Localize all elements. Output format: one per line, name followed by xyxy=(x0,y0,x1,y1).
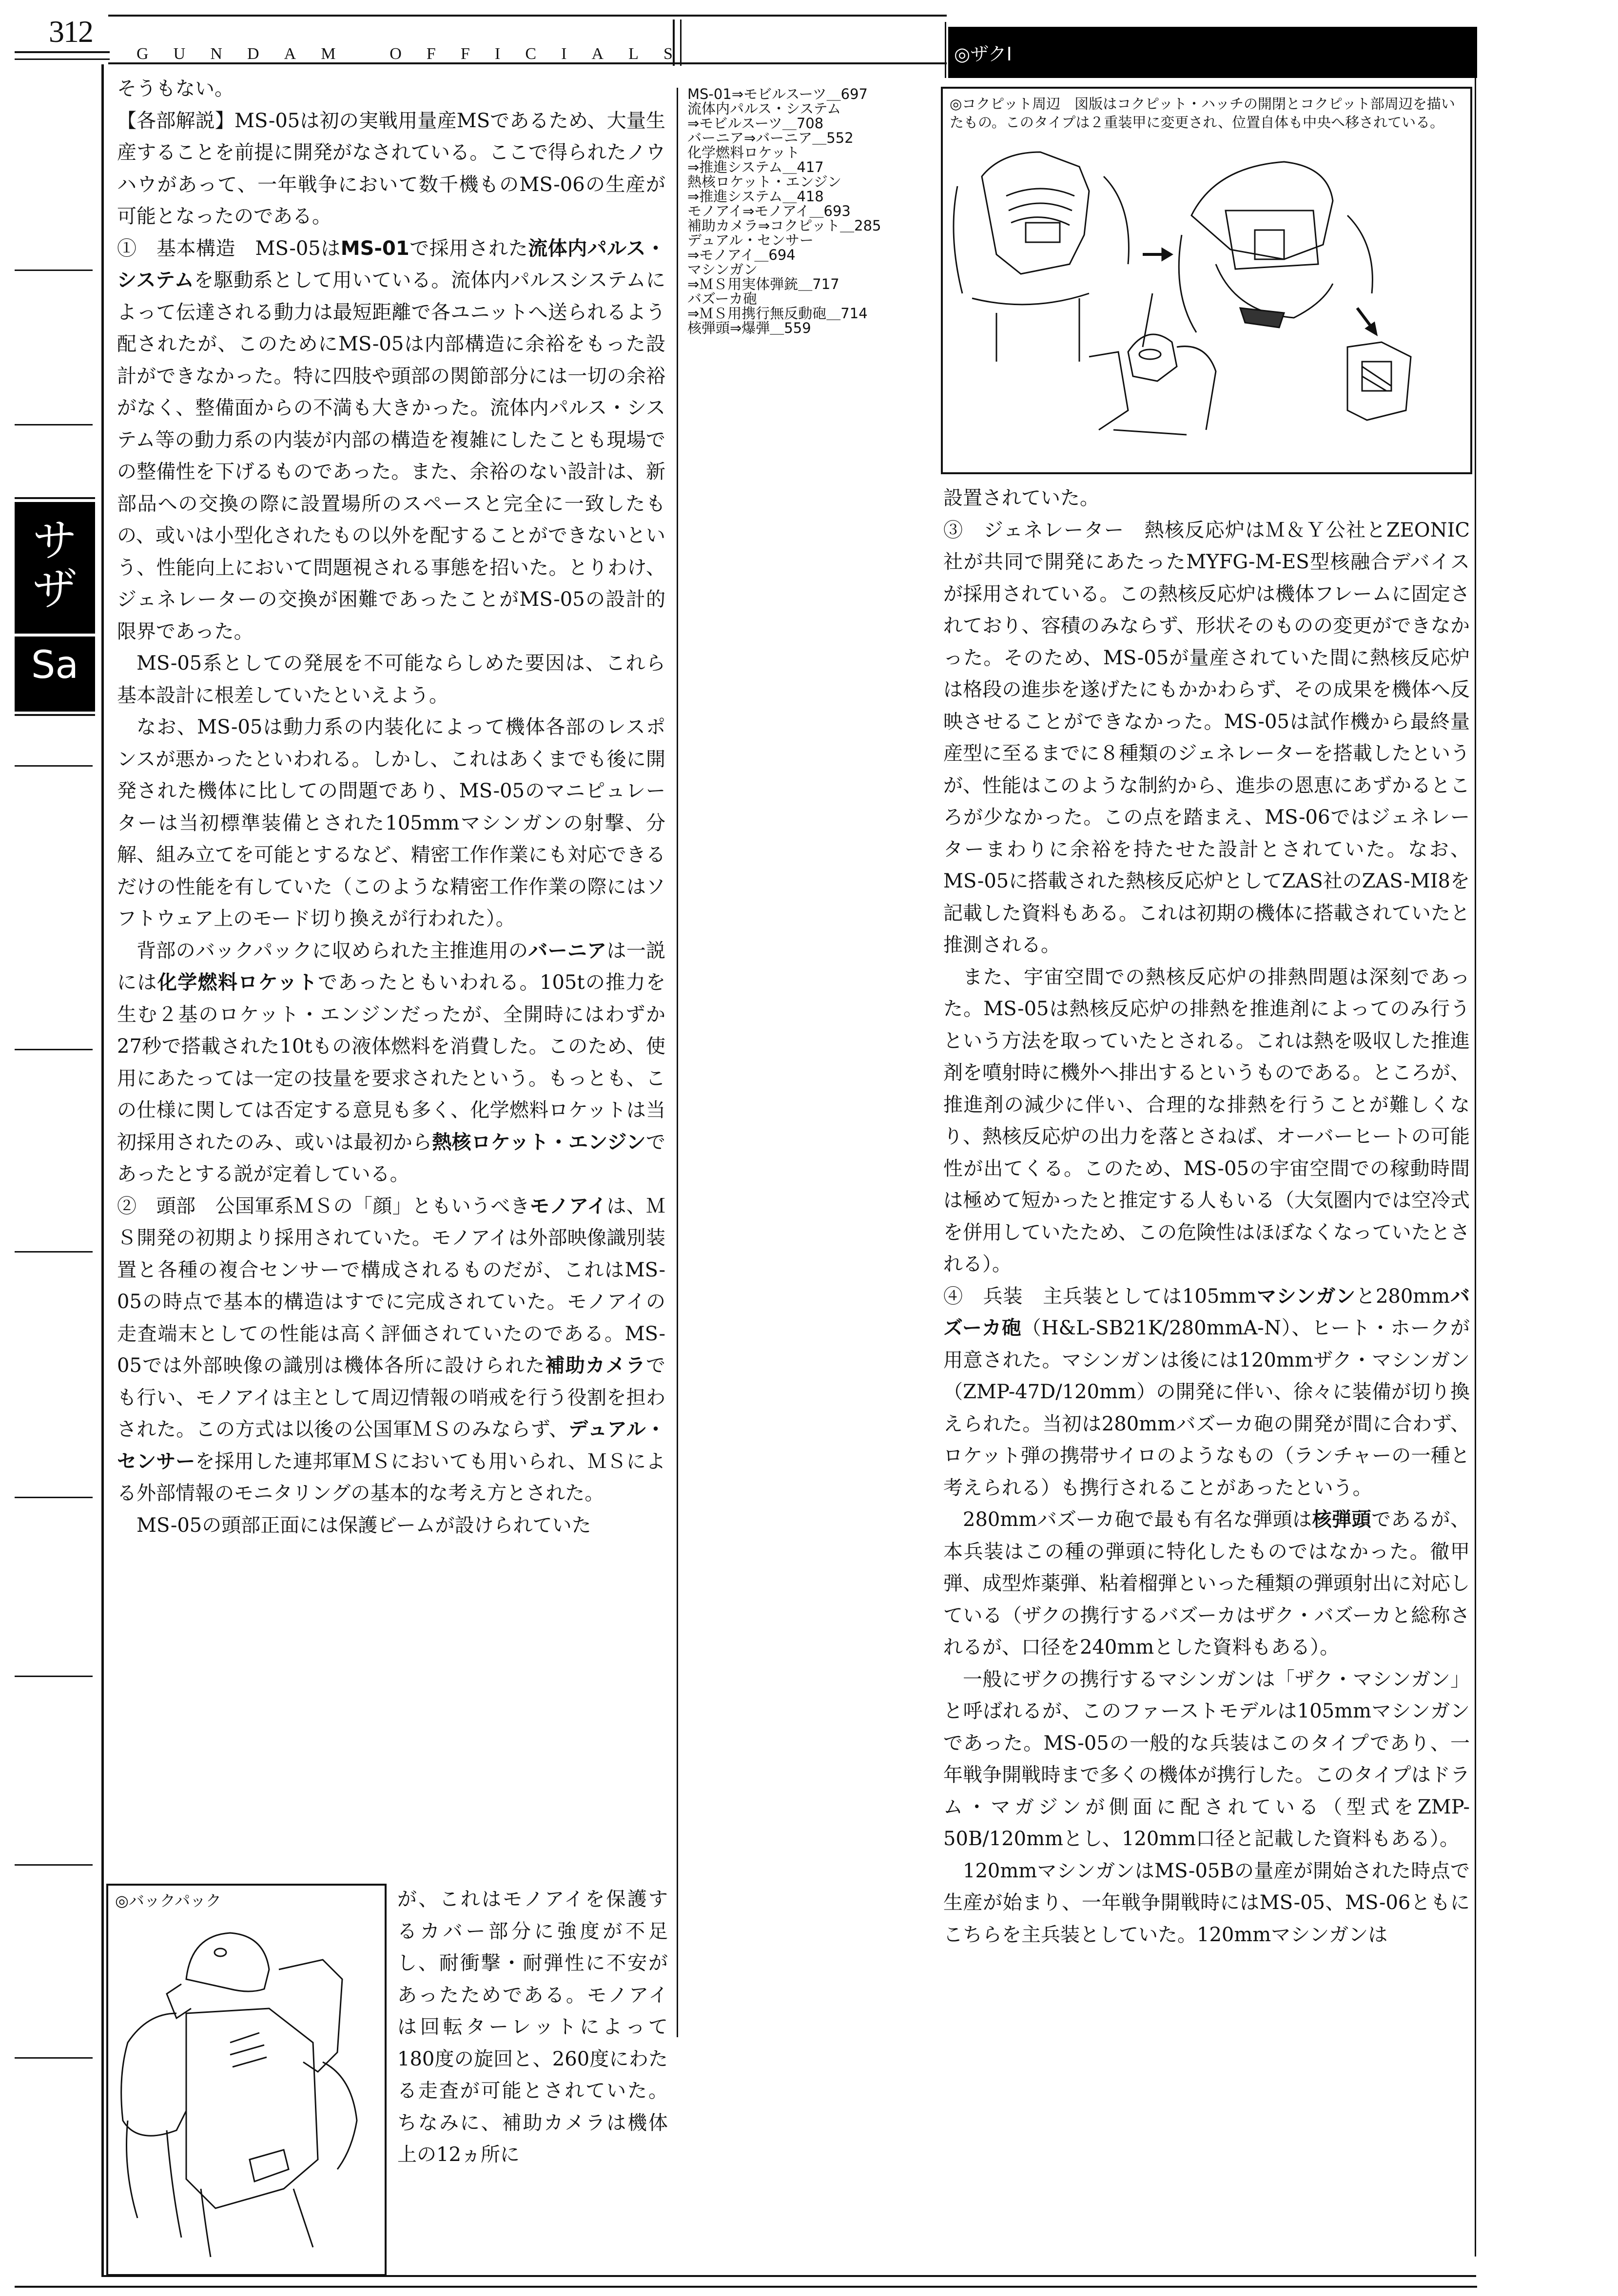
text-run: （H&L-SB21K/280mmA-N）、ヒート・ホークが用意された。マシンガンは後には120mmザク・マシンガン（ZMP-47D/120mm）の開発に伴い、徐々に装備が切り換えられた。当初は280mmバズーカ砲の開発が間に合わず、ロケット弾の携帯サイロのようなもの（ランチャーの一種と考えられる）も携行されることがあったという。 xyxy=(943,1317,1470,1499)
figure-backpack-caption: ◎バックパック xyxy=(115,1891,222,1910)
series-title-letter: O xyxy=(390,45,402,63)
side-tab-roman: Sa xyxy=(31,643,79,687)
figure-cockpit-caption: ◎コクピット周辺 図版はコクピット・ハッチの開閉とコクピット部周辺を描いたもの。このタイプは２重装甲に変更され、位置自体も中央へ移されている。 xyxy=(950,96,1455,131)
index-entry: ⇒ＭＳ用携行無反動砲＿714 xyxy=(687,305,868,322)
series-title-letter: L xyxy=(628,45,639,63)
margin-mark xyxy=(15,424,93,425)
series-title-letter: A xyxy=(591,45,604,63)
left-column-body xyxy=(117,73,665,1542)
text-run: であったとする説が定着している。 xyxy=(117,1131,665,1185)
header-divider-2 xyxy=(680,19,682,66)
margin-mark xyxy=(15,765,93,767)
text-run: ④ 兵装 主兵装としては105mm xyxy=(943,1285,1257,1308)
index-entry: ⇒モビルスーツ＿708 xyxy=(687,115,824,132)
header-rule-left-top xyxy=(15,51,110,53)
text-run: ② 頭部 公国軍系ＭＳの「顔」ともいうべき xyxy=(117,1195,530,1217)
index-term: モノアイ xyxy=(530,1195,607,1217)
cockpit-illustration xyxy=(943,137,1469,449)
series-title-letter: G xyxy=(136,45,149,63)
text-run: であったともいわれる。105tの推力を生む２基のロケット・エンジンだったが、全開時にはわずか27秒で搭載された10tもの液体燃料を消費した。このため、使用にあたっては一定の技量を要求されたという。もっとも、この仕様に関しては否定する意見も多く、化学燃料ロケットは当初採用されたのみ、或いは最初から xyxy=(117,971,666,1154)
index-entry: ⇒ＭＳ用実体弾銃＿717 xyxy=(687,276,839,292)
index-entry: 流体内パルス・システム xyxy=(687,100,841,117)
index-term: マシンガン xyxy=(1256,1285,1356,1308)
side-tab-rule-bottom xyxy=(15,714,95,716)
margin-mark xyxy=(15,1864,93,1866)
series-title-letter: M xyxy=(321,45,336,63)
paragraph xyxy=(943,1504,1470,1664)
text-run: で採用された xyxy=(409,237,528,260)
index-term: 補助カメラ xyxy=(545,1354,646,1377)
index-term: バズーカ砲 xyxy=(943,1285,1470,1339)
paragraph: MS-05の頭部正面には保護ビームが設けられていた xyxy=(136,1514,591,1537)
paragraph: MS-05系としての発展を不可能ならしめた要因は、これら基本設計に根差していたといえよう。 xyxy=(117,652,665,707)
index-entry: ⇒モノアイ＿694 xyxy=(687,247,796,263)
text-run: は、ＭＳ開発の初期より採用されていた。モノアイは外部映像識別装置と各種の複合センサーで構成されるものだが、これはMS-05の時点で基本的構造はすでに完成されていた。モノアイの走査端末としての性能は高く評価されていたのである。MS-05では外部映像の識別は機体各所に設けられた xyxy=(117,1195,666,1377)
series-title-letter xyxy=(361,45,365,63)
paragraph: また、宇宙空間での熱核反応炉の排熱問題は深刻であった。MS-05は熱核反応炉の排熱を推進剤によってのみ行うという方法を取っていたとされる。これは熱を吸収した推進剤を噴射時に機外へ排出するというものである。ところが、推進剤の減少に伴い、合理的な排熱を行うことが難しくなり、熱核反応炉の出力を落とさねば、オーバーヒートの可能性が出てくる。このため、MS-05の宇宙空間での稼動時間は極めて短かったと推定する人もいる（大気圏内では空冷式を併用していたため、この危険性はほぼなくなっていたとされる）。 xyxy=(943,965,1470,1275)
margin-mark xyxy=(15,1497,93,1498)
index-term: バーニア xyxy=(528,939,607,962)
header-rule-left-bottom xyxy=(15,58,110,60)
index-entry: バズーカ砲 xyxy=(687,290,757,307)
text-run: を採用した連邦軍ＭＳにおいても用いられ、ＭＳによる外部情報のモニタリングの基本的な考え方とされた。 xyxy=(117,1450,665,1505)
text-run: は一説には xyxy=(117,939,666,994)
series-title-letter: A xyxy=(284,45,296,63)
header-divider-1 xyxy=(673,19,675,66)
index-entry: 化学燃料ロケット xyxy=(687,144,800,161)
index-entry: バーニア⇒バーニア＿552 xyxy=(687,130,854,146)
text-run: を駆動系として用いている。流体内パルスシステムによって伝達される動力は最短距離で各ユニットへ送られるよう配されたが、このためにMS-05は内部構造に余裕をもった設計ができなかった。特に四肢や頭部の関節部分には一切の余裕がなく、整備面からの不満も大きかった。流体内パルス・システム等の動力系の内装が内部の構造を複雑にしたことも現場での整備性を下げるものであった。また、余裕のない設計は、新部品への交換の際に設置場所のスペースと完全に一致したもの、或いは小型化されたもの以外を配することができないという、性能向上において問題視される事態を招いた。とりわけ、ジェネレーターの交換が困難であったことがMS-05の設計的限界であった。 xyxy=(117,269,665,643)
text-run: ① 基本構造 MS-05は xyxy=(117,237,341,260)
side-tab-separator xyxy=(15,634,95,637)
margin-mark xyxy=(15,270,93,271)
series-title-letter: N xyxy=(210,45,222,63)
text-run: 280mmバズーカ砲で最も有名な弾頭は xyxy=(963,1508,1312,1531)
index-term: 熱核ロケット・エンジン xyxy=(432,1131,646,1154)
series-title xyxy=(136,45,673,63)
side-tab-rule-top xyxy=(15,497,95,499)
paragraph: 設置されていた。 xyxy=(943,487,1099,509)
header-divider-3 xyxy=(945,22,946,78)
index-term: 流体内パルス・システム xyxy=(117,237,665,291)
index-entry: モノアイ⇒モノアイ＿693 xyxy=(687,203,851,219)
text-run: であるが、本兵装はこの種の弾頭に特化したものではなかった。徹甲弾、成型炸薬弾、粘着榴弾といった種類の弾頭射出に対応している（ザクの携行するバズーカはザク・バズーカと総称されるが、口径を240mmとした資料もある）。 xyxy=(943,1508,1470,1659)
index-entry: マシンガン xyxy=(687,261,758,278)
paragraph: なお、MS-05は動力系の内装化によって機体各部のレスポンスが悪かったといわれる。しかし、これはあくまでも後に開発された機体に比しての問題であり、MS-05のマニピュレーターは当初標準装備とされた105mmマシンガンの射撃、分解、組み立てを可能とするなど、精密工作作業にも対応できるだけの性能を有していた（このような精密工作作業の際にはソフトウェア上のモード切り換えが行われた）。 xyxy=(117,716,665,930)
series-title-letter: F xyxy=(460,45,470,63)
column-divider xyxy=(677,88,678,2037)
text-run: でも行い、モノアイは主として周辺情報の哨戒を行う役割を担わされた。この方式は以後の公国軍ＭＳのみならず、 xyxy=(117,1354,665,1441)
index-term: 化学燃料ロケット xyxy=(157,971,318,994)
margin-mark xyxy=(15,1049,93,1050)
index-term: デュアル・センサー xyxy=(117,1418,665,1473)
paragraph xyxy=(117,935,665,1191)
index-term: MS-01 xyxy=(340,237,409,260)
right-column-body xyxy=(943,482,1470,1951)
header-rule-top xyxy=(108,15,947,17)
cross-reference-index xyxy=(687,87,916,335)
series-title-letter: I xyxy=(494,45,501,63)
text-run: と280mm xyxy=(1356,1285,1450,1308)
paragraph: そうもない。 xyxy=(117,77,234,100)
series-title-letter: U xyxy=(173,45,186,63)
index-side-tab xyxy=(15,502,95,712)
index-term: 核弾頭 xyxy=(1312,1508,1372,1531)
paragraph xyxy=(117,233,665,648)
section-label: ◎ザクⅠ xyxy=(954,43,1012,65)
section-label-bar xyxy=(948,27,1477,78)
paragraph: ③ ジェネレーター 熱核反応炉はＭ＆Ｙ公社とZEONIC社が共同で開発にあたったMYFG-M-ES型核融合デバイスが採用されている。この熱核反応炉は機体フレームに固定されており、容積のみならず、形状そのものの変更ができなかった。そのため、MS-05が量産されていた間に熱核反応炉は格段の進歩を遂げたにもかかわらず、その成果を機体へ反映させることができなかった。MS-05は試作機から最終量産型に至るまでに８種類のジェネレーターを搭載したというが、性能はこのような制約から、進歩の恩恵にあずかるところが少なかった。この点を踏まえ、MS-06ではジェネレーターまわりに余裕を持たせた設計とされていた。なお、MS-05に搭載された熱核反応炉としてZAS社のZAS-MI8を記載した資料もある。これは初期の機体に搭載されていたと推測される。 xyxy=(943,519,1470,956)
index-entry: ⇒推進システム＿417 xyxy=(687,159,824,175)
paragraph: 【各部解説】MS-05は初の実戦用量産MSであるため、大量生産することを前提に開発がなされている。ここで得られたノウハウがあって、一年戦争において数千機ものMS-06の生産が可能となったのである。 xyxy=(117,109,665,228)
page-number: 312 xyxy=(49,14,93,49)
paragraph: 一般にザクの携行するマシンガンは「ザク・マシンガン」と呼ばれるが、このファーストモデルは105mmマシンガンであった。MS-05の一般的な兵装はこのタイプであり、一年戦争開戦時まで多くの機体が携行した。このタイプはドラム・マガジンが側面に配されている（型式をZMP-50B/120mmとし、120mm口径と記載した資料もある）。 xyxy=(943,1668,1470,1850)
side-tab-kana xyxy=(15,517,95,614)
footer-rule-2 xyxy=(15,2286,1477,2288)
series-title-letter: F xyxy=(426,45,436,63)
frame-left-line xyxy=(101,64,104,2277)
series-title-letter: S xyxy=(663,45,673,63)
margin-mark xyxy=(15,2057,93,2059)
paragraph xyxy=(943,1281,1470,1505)
figure-backpack xyxy=(106,1884,387,2276)
side-tab-kana-za: ザ xyxy=(32,563,78,616)
margin-mark xyxy=(15,1676,93,1677)
backpack-illustration xyxy=(108,1916,381,2267)
index-entry: 熱核ロケット・エンジン xyxy=(687,174,842,190)
paragraph xyxy=(117,1191,665,1510)
frame-right-line xyxy=(1475,78,1476,2257)
index-entry: デュアル・センサー xyxy=(687,232,814,249)
wrap-text-block xyxy=(397,1884,668,2171)
index-entry: 核弾頭⇒爆弾＿559 xyxy=(687,320,811,336)
margin-mark xyxy=(15,1251,93,1253)
series-title-letter: C xyxy=(525,45,536,63)
series-title-letter: I xyxy=(561,45,567,63)
paragraph: が、これはモノアイを保護するカバー部分に強度が不足し、耐衝撃・耐弾性に不安があったためである。モノアイは回転ターレットによって180度の旋回と、260度にわたる走査が可能とされていた。ちなみに、補助カメラは機体上の12ヵ所に xyxy=(397,1888,668,2166)
figure-cockpit xyxy=(941,87,1472,474)
side-tab-kana-sa: サ xyxy=(32,515,78,567)
series-title-letter: D xyxy=(247,45,259,63)
index-entry: ⇒推進システム＿418 xyxy=(687,188,824,205)
paragraph: 120mmマシンガンはMS-05Bの量産が開始された時点で生産が始まり、一年戦争開戦時にはMS-05、MS-06ともにこちらを主兵装としていた。120mmマシンガンは xyxy=(943,1859,1470,1946)
index-entry: 補助カメラ⇒コクピット＿285 xyxy=(687,217,881,234)
text-run: 背部のバックパックに収められた主推進用の xyxy=(136,939,528,962)
index-entry: MS-01⇒モビルスーツ＿697 xyxy=(687,86,868,102)
